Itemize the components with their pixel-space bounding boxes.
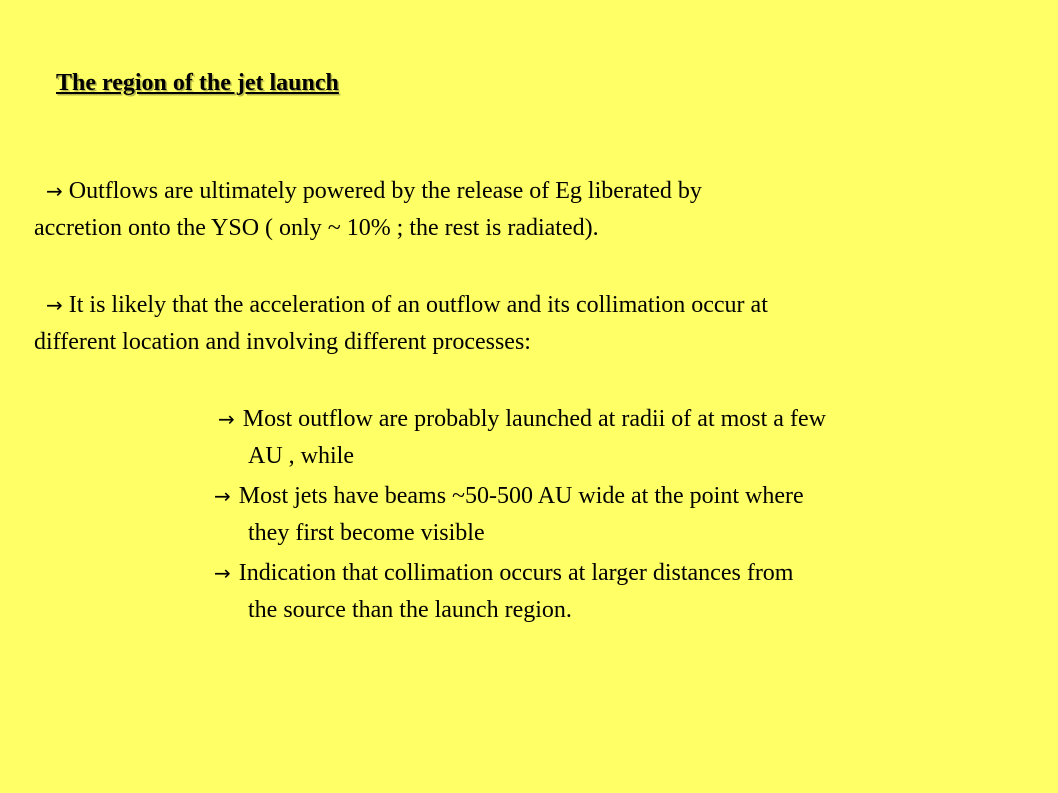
right-arrow-icon: → xyxy=(214,484,231,508)
right-arrow-icon: → xyxy=(214,561,231,585)
right-arrow-icon: → xyxy=(218,407,235,431)
right-arrow-icon: → xyxy=(46,179,63,203)
sub-bullet-3 xyxy=(214,555,1044,629)
sub-bullet-1-line2: AU , while xyxy=(248,443,354,469)
bullet-point-2-line2: different location and involving different processes: xyxy=(34,329,531,355)
bullet-point-1 xyxy=(34,173,1024,247)
sub-bullet-1-line1: Most outflow are probably launched at radii of at most a few xyxy=(242,406,826,432)
bullet-point-1-line1: Outflows are ultimately powered by the release of Eg liberated by xyxy=(68,178,702,204)
bullet-point-2-line1: It is likely that the acceleration of an outflow and its collimation occur at xyxy=(68,292,768,318)
sub-bullet-1 xyxy=(218,401,1048,475)
sub-bullet-2-line2: they first become visible xyxy=(248,520,485,546)
slide-title: The region of the jet launch xyxy=(56,70,339,96)
bullet-point-1-line2: accretion onto the YSO ( only ~ 10% ; the rest is radiated). xyxy=(34,215,599,241)
sub-bullet-3-line1: Indication that collimation occurs at larger distances from xyxy=(238,560,794,586)
sub-bullet-2-line1: Most jets have beams ~50-500 AU wide at the point where xyxy=(238,483,804,509)
bullet-point-2 xyxy=(34,287,1024,361)
right-arrow-icon: → xyxy=(46,293,63,317)
sub-bullet-2 xyxy=(214,478,1044,552)
sub-bullet-3-line2: the source than the launch region. xyxy=(248,597,572,623)
